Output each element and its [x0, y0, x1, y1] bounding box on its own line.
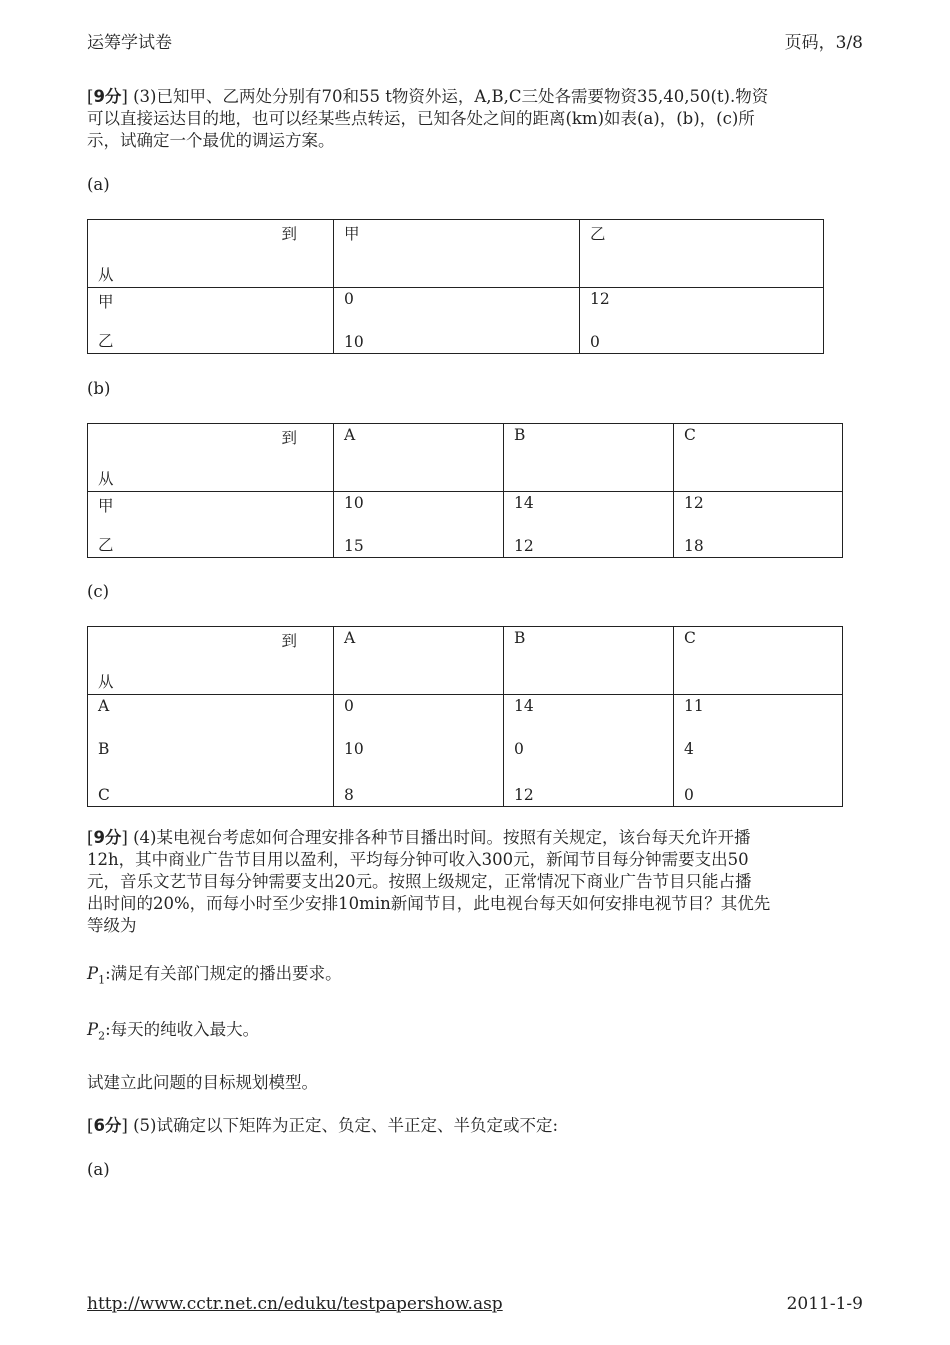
table-cell: 14 0 12	[504, 695, 674, 807]
priority-symbol: $P_2$	[87, 1020, 106, 1043]
sub-label: (a)	[87, 1160, 110, 1179]
distance-table-c	[87, 626, 843, 807]
paper-title: 运筹学试卷	[87, 33, 172, 53]
column-header: A	[334, 627, 504, 695]
question-text: (5)试确定以下矩阵为正定、负定、半正定、半负定或不定:	[133, 1116, 559, 1135]
priority-symbol: $P_1$	[87, 964, 106, 987]
question-5: [6分] (5)试确定以下矩阵为正定、负定、半正定、半负定或不定:	[87, 1116, 559, 1135]
score-bracket: [	[87, 87, 94, 106]
distance-table-a	[87, 219, 824, 354]
corner-cell: 到 从	[88, 627, 334, 695]
score-label: 6分	[93, 1116, 122, 1135]
score-label: 9分	[93, 828, 122, 847]
priority-p1: $P_1$:满足有关部门规定的播出要求。	[87, 964, 342, 987]
column-header: A	[334, 424, 504, 492]
column-header: C	[674, 424, 843, 492]
table-cell: 10 15	[334, 492, 504, 558]
table-label: (c)	[87, 582, 110, 601]
question-text: (3)已知甲、乙两处分别有70和55 t物资外运，A,B,C三处各需要物资35,40,50(t).物资	[133, 87, 769, 106]
question-text: 可以直接运达目的地，也可以经某些点转运，已知各处之间的距离(km)如表(a)，(b)，(c)所	[87, 109, 755, 128]
table-label: (b)	[87, 379, 111, 398]
distance-table-b	[87, 423, 843, 558]
question-text: 元，音乐文艺节目每分钟需要支出20元。按照上级规定，正常情况下商业广告节目只能占播	[87, 872, 752, 891]
table-cell: 12 18	[674, 492, 843, 558]
table-cell: 14 12	[504, 492, 674, 558]
row-headers: 甲 乙	[88, 492, 334, 558]
question-text: 等级为	[87, 916, 137, 935]
page-number: 页码，3/8	[784, 33, 863, 53]
table-cell: 11 4 0	[674, 695, 843, 807]
table-label: (a)	[87, 175, 110, 194]
table-cell: 0 10 8	[334, 695, 504, 807]
question-conclusion: 试建立此问题的目标规划模型。	[87, 1073, 318, 1092]
table-row	[88, 492, 843, 558]
score-label: 9分	[93, 87, 122, 106]
question-text: (4)某电视台考虑如何合理安排各种节目播出时间。按照有关规定，该台每天允许开播	[133, 828, 751, 847]
row-headers: A B C	[88, 695, 334, 807]
column-header: C	[674, 627, 843, 695]
question-4: [9分] (4)某电视台考虑如何合理安排各种节目播出时间。按照有关规定，该台每天允许开播 12h，其中商业广告节目用以盈利，平均每分钟可收入300元，新闻节目每分钟需要支出50 元，音乐文艺节目每分钟需要支出20元。按照上级规定，正常情况下商业广告节目只能占播 出时间的20%，而每小时至少安排10min新闻节目，此电视台每天如何安排电视节目？其优先 等级为	[87, 827, 867, 937]
source-url-link[interactable]: http://www.cctr.net.cn/eduku/testpapershow.asp	[87, 1294, 503, 1314]
question-3: [9分] (3)已知甲、乙两处分别有70和55 t物资外运，A,B,C三处各需要物资35,40,50(t).物资 可以直接运达目的地，也可以经某些点转运，已知各处之间的距离(km)如表(a)，(b)，(c)所 示，试确定一个最优的调运方案。	[87, 86, 867, 152]
column-header: B	[504, 627, 674, 695]
table-cell: 0 10	[334, 288, 580, 354]
table-row	[88, 288, 824, 354]
corner-cell: 到 从	[88, 424, 334, 492]
question-text: 示，试确定一个最优的调运方案。	[87, 131, 335, 150]
print-date: 2011-1-9	[786, 1294, 863, 1314]
question-text: 12h，其中商业广告节目用以盈利，平均每分钟可收入300元，新闻节目每分钟需要支出50	[87, 850, 749, 869]
table-cell: 12 0	[580, 288, 824, 354]
column-header: B	[504, 424, 674, 492]
corner-cell: 到 从	[88, 220, 334, 288]
table-row	[88, 695, 843, 807]
column-header: 乙	[580, 220, 824, 288]
row-headers: 甲 乙	[88, 288, 334, 354]
column-header: 甲	[334, 220, 580, 288]
question-text: 出时间的20%，而每小时至少安排10min新闻节目，此电视台每天如何安排电视节目？其优先	[87, 894, 771, 913]
priority-p2: $P_2$:每天的纯收入最大。	[87, 1020, 260, 1043]
